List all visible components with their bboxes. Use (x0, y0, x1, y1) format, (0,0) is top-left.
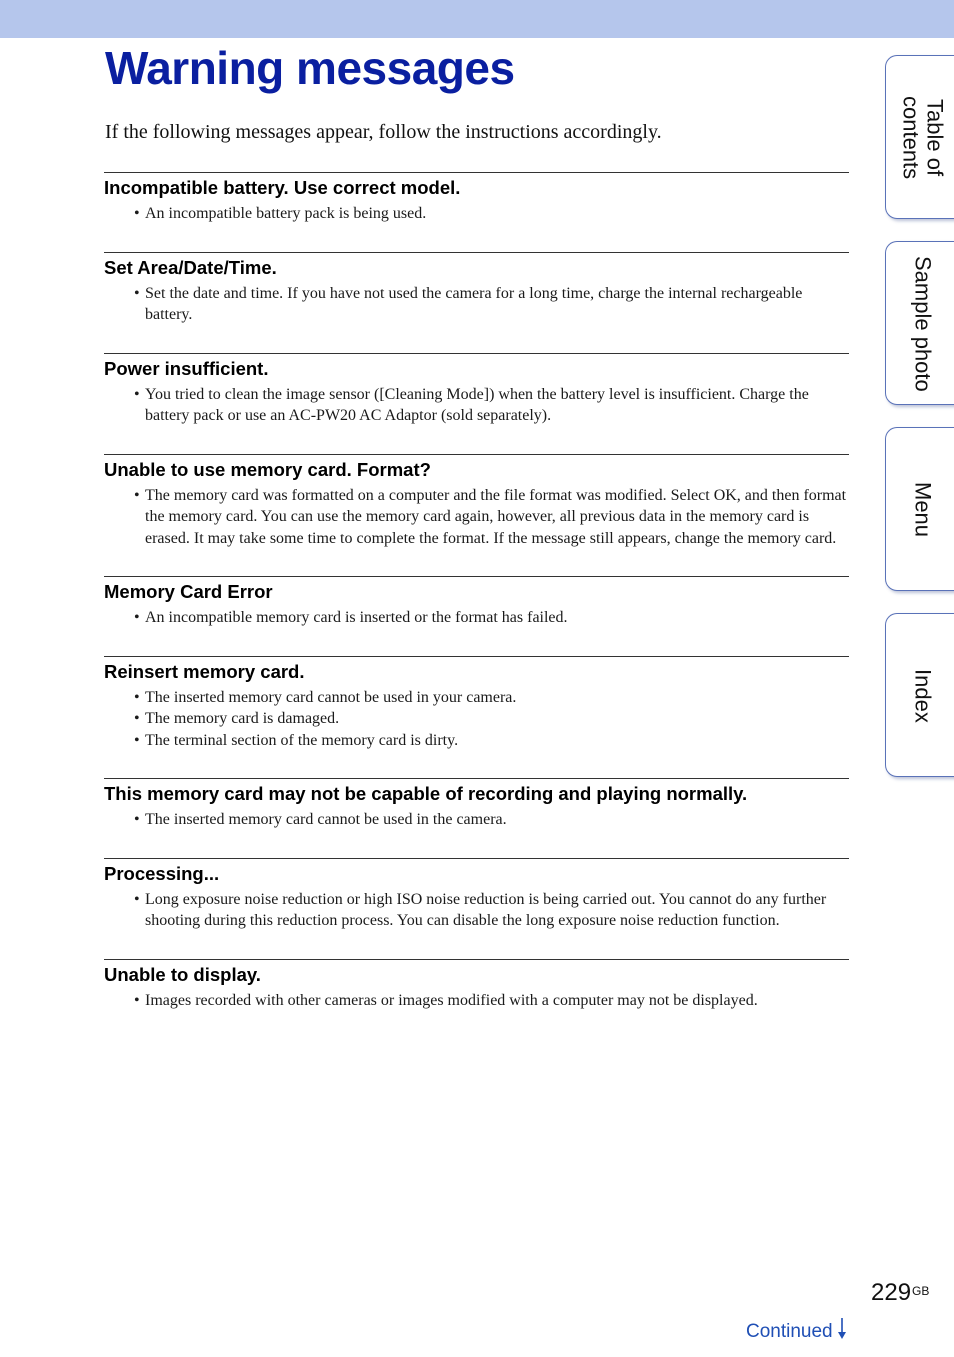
section-heading: Unable to display. (104, 963, 261, 985)
warning-section (104, 656, 849, 752)
tab-table-of-contents[interactable] (885, 55, 954, 219)
section-heading: Reinsert memory card. (104, 660, 305, 682)
bullet-list (104, 485, 849, 550)
list-item: • An incompatible battery pack is being used. (134, 203, 849, 225)
tab-label: Menu (910, 482, 936, 538)
continued-label: Continued (746, 1321, 833, 1342)
bullet-list (104, 203, 849, 225)
page-title: Warning messages (105, 42, 515, 94)
page-number-value: 229 (871, 1279, 912, 1306)
warning-section (104, 959, 849, 1012)
section-heading: Processing... (104, 862, 220, 884)
warning-section (104, 172, 849, 225)
bullet-list (104, 990, 849, 1012)
warning-list (104, 172, 849, 1038)
bullet-list (104, 607, 849, 629)
warning-section (104, 858, 849, 932)
list-item: • The memory card is damaged. (134, 708, 849, 730)
warning-section (104, 252, 849, 326)
section-heading: Set Area/Date/Time. (104, 256, 277, 278)
continued-link[interactable] (746, 1316, 847, 1348)
warning-section (104, 454, 849, 550)
tab-label: Sample photo (910, 256, 936, 392)
tab-label: Table of contents (898, 96, 948, 180)
list-item: • An incompatible memory card is inserted or the format has failed. (134, 607, 849, 629)
section-heading: Unable to use memory card. Format? (104, 458, 431, 480)
top-band (0, 0, 954, 38)
tab-sample-photo[interactable] (885, 241, 954, 405)
tab-label: Index (910, 669, 936, 723)
list-item: • Images recorded with other cameras or images modified with a computer may not be displayed. (134, 990, 849, 1012)
list-item: • The terminal section of the memory card is dirty. (134, 730, 849, 752)
bullet-list (104, 283, 849, 326)
bullet-list (104, 809, 849, 831)
bullet-list (104, 889, 849, 932)
intro-text: If the following messages appear, follow the instructions accordingly. (105, 121, 662, 143)
list-item: • The inserted memory card cannot be used in the camera. (134, 809, 849, 831)
page-number-suffix: GB (912, 1284, 930, 1298)
section-heading: Power insufficient. (104, 357, 269, 379)
bullet-list (104, 687, 849, 752)
page-number (871, 1278, 929, 1308)
list-item: • Set the date and time. If you have not used the camera for a long time, charge the internal rechargeable battery. (134, 283, 849, 326)
warning-section (104, 576, 849, 629)
list-item: • You tried to clean the image sensor ([Cleaning Mode]) when the battery level is insufficient. Charge the battery pack or use an AC-PW20 AC Adaptor (sold separately). (134, 384, 849, 427)
tab-index[interactable] (885, 613, 954, 777)
section-heading: Memory Card Error (104, 581, 273, 602)
warning-section (104, 778, 849, 831)
arrow-down-icon (837, 1316, 847, 1348)
section-heading: Incompatible battery. Use correct model. (104, 177, 461, 198)
list-item: • The inserted memory card cannot be used in your camera. (134, 687, 849, 709)
list-item: • The memory card was formatted on a computer and the file format was modified. Select OK, and then format the memory card. You can use the memory card again, however, all previous data in the memory card is erased. It may take some time to complete the format. If the message still appears, change the memory card. (134, 485, 849, 550)
list-item: • Long exposure noise reduction or high ISO noise reduction is being carried out. You cannot do any further shooting during this reduction process. You can disable the long exposure noise reduction function. (134, 889, 849, 932)
tab-menu[interactable] (885, 427, 954, 591)
warning-section (104, 353, 849, 427)
section-heading: This memory card may not be capable of recording and playing normally. (104, 783, 748, 804)
bullet-list (104, 384, 849, 427)
